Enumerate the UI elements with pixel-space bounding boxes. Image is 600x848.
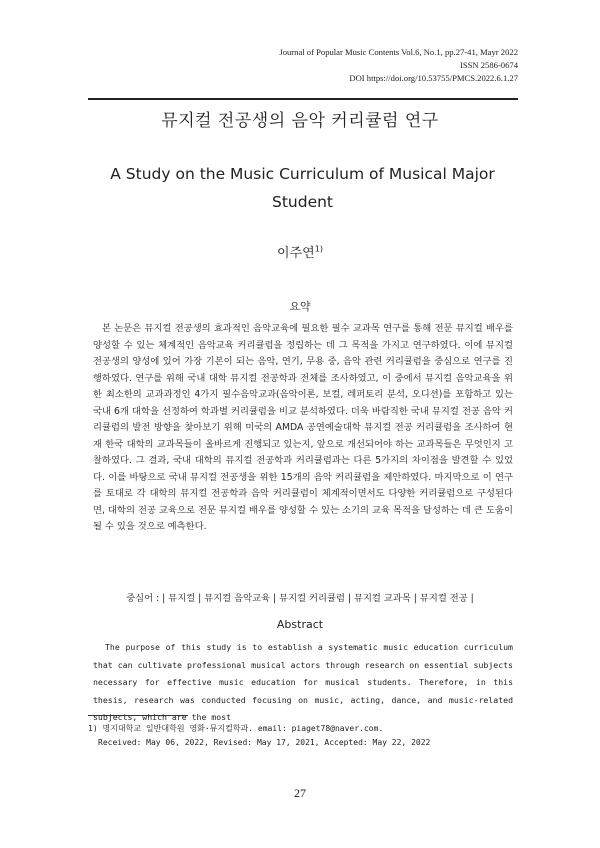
journal-info: [279, 46, 518, 85]
author-footnote-mark: 1): [314, 244, 323, 254]
title-korean: 뮤지컬 전공생의 음악 커리큘럼 연구: [161, 111, 439, 131]
journal-doi[interactable]: DOI https://doi.org/10.53755/PMCS.2022.6.1.27: [349, 73, 518, 83]
journal-citation: Journal of Popular Music Contents Vol.6, No.1, pp.27-41, Mayr 2022: [279, 47, 518, 57]
footnote-affiliation: 1) 명지대학교 일반대학원 영화·뮤지컬학과. email: piaget78@naver.com.: [88, 724, 384, 733]
abstract-ko-heading: 요약: [289, 300, 311, 313]
abstract-en-body: The purpose of this study is to establish a systematic music education curriculum that can cultivate professional musical actors through research on essential subjects necessary for effective music education for musical students. Therefore, in this thesis, research was conducted focusing on music, acting, dance, and music-related subjects, which are the most: [93, 642, 513, 722]
journal-issn: ISSN 2586-0674: [459, 60, 518, 70]
title-english: A Study on the Music Curriculum of Musical Major Student: [110, 165, 495, 211]
abstract-ko-body: 본 논문은 뮤지컬 전공생의 효과적인 음악교육에 필요한 필수 교과목 연구를 통해 전문 뮤지컬 배우를 양성할 수 있는 체계적인 음악교육 커리큘럼을 정립하는 데 그 목적을 가지고 연구하였다. 이에 뮤지컬 전공생의 양성에 있어 가장 기본이 되는 음악, 연기, 무용 중, 음악 관련 커리큘럼을 중심으로 연구를 진행하였다. 연구를 위해 국내 대학 뮤지컬 전공학과 전체를 조사하였고, 이 중에서 뮤지컬 음악교육을 위한 최소한의 교과과정인 4가지 필수음악교과(음악이론, 보컬, 레퍼토리 분석, 오디션)를 포함하고 있는 국내 6개 대학을 선정하여 학과별 커리큘럼을 비교 분석하였다. 더욱 바람직한 국내 뮤지컬 전공 음악 커리큘럼의 발전 방향을 찾아보기 위해 미국의 AMDA 공연예술대학 뮤지컬 전공 커리큘럼을 조사하여 현재 한국 대학의 교과목들이 올바르게 진행되고 있는지, 앞으로 개선되어야 하는 교과목들은 무엇인지 고찰하였다. 그 결과, 국내 대학의 뮤지컬 전공학과 커리큘럼과는 다른 5가지의 차이점을 발견할 수 있었다. 이를 바탕으로 국내 뮤지컬 전공생을 위한 15개의 음악 커리큘럼을 제안하였다. 마지막으로 이 연구를 토대로 각 대학의 뮤지컬 전공학과 음악 커리큘럼이 체계적이면서도 다양한 커리큘럼으로 구성된다면, 대학의 전공 교육으로 전문 뮤지컬 배우를 양성할 수 있는 소기의 교육 목적을 달성하는 데 큰 도움이 될 수 있을 것으로 예측한다.: [93, 323, 513, 532]
footnote: [88, 722, 530, 750]
page-number: 27: [294, 786, 306, 800]
title-divider: [88, 98, 518, 100]
footnote-divider: [88, 715, 188, 716]
abstract-en-heading: Abstract: [276, 618, 324, 631]
author-name: 이주연: [277, 246, 315, 261]
keywords: 중심어 : | 뮤지컬 | 뮤지컬 음악교육 | 뮤지컬 커리큘럼 | 뮤지컬 교과목 | 뮤지컬 전공 |: [126, 593, 474, 604]
author: [0, 242, 600, 261]
footnote-dates: Received: May 06, 2022, Revised: May 17, 2021, Accepted: May 22, 2022: [98, 738, 431, 747]
